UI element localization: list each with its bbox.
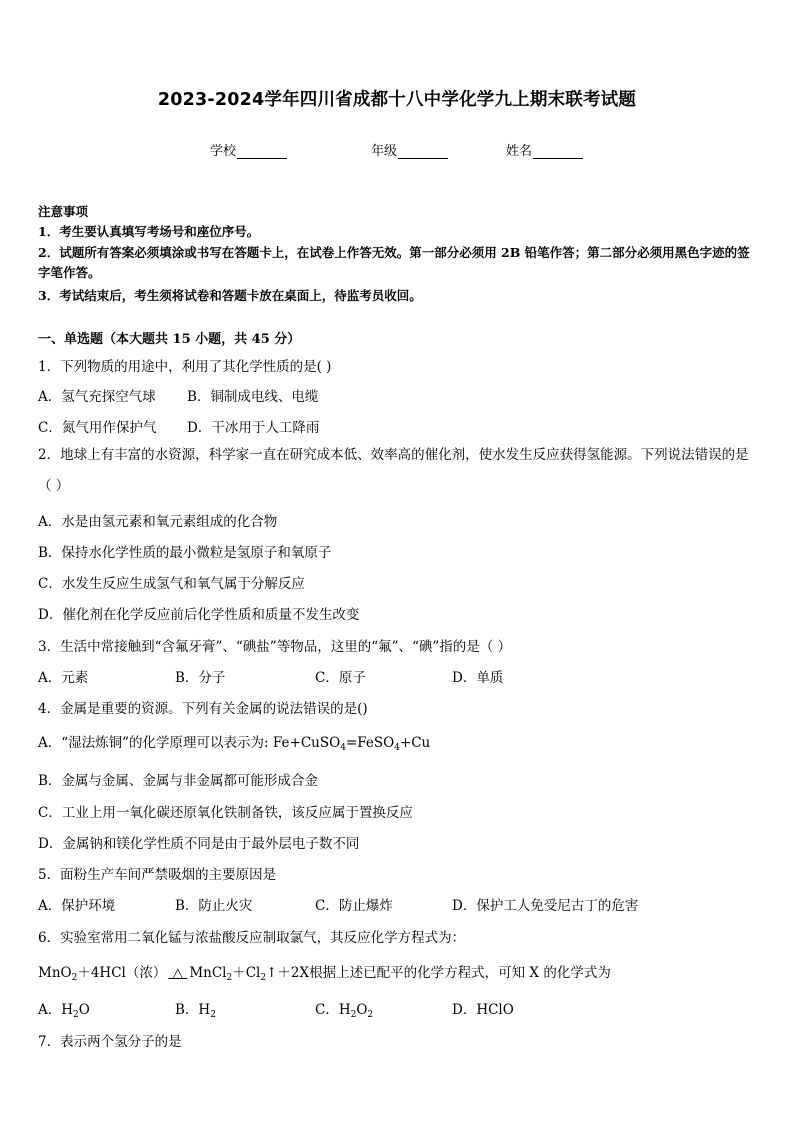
q5-option-b: B．防止火灾 xyxy=(175,898,253,914)
q4-option-b: B．金属与金属、金属与非金属都可能形成合金 xyxy=(38,773,318,789)
q3-option-d: D．单质 xyxy=(452,670,504,686)
notice-item-2: 2．试题所有答案必须填涂或书写在答题卡上，在试卷上作答无效。第一部分必须用 2B 铅笔作答；第二部分必须用黑色字迹的签字笔作答。 xyxy=(38,245,750,280)
name-blank xyxy=(533,146,583,159)
q1-option-d: D．干冰用于人工降雨 xyxy=(187,420,320,436)
q2-option-c: C．水发生反应生成氢气和氧气属于分解反应 xyxy=(38,576,305,592)
q6-option-d: D．HClO xyxy=(452,1002,514,1018)
heat-triangle-icon: △ xyxy=(168,965,188,981)
q4-option-a-text: A．“湿法炼铜”的化学原理可以表示为: xyxy=(38,735,269,751)
page-title: 2023-2024学年四川省成都十八中学化学九上期末联考试题 xyxy=(157,90,637,110)
q2-option-b: B．保持水化学性质的最小微粒是氢原子和氧原子 xyxy=(38,545,332,561)
notice-item-3: 3．考试结束后，考生须将试卷和答题卡放在桌面上，待监考员收回。 xyxy=(38,288,422,303)
q6-equation-tail: 根据上述已配平的化学方程式，可知 X 的化学式为 xyxy=(309,965,611,981)
q1-option-c: C．氮气用作保护气 xyxy=(38,420,157,436)
school-field xyxy=(210,140,287,159)
grade-label: 年级 xyxy=(371,144,398,159)
grade-field xyxy=(371,140,448,159)
q2-option-d: D．催化剂在化学反应前后化学性质和质量不发生改变 xyxy=(38,607,360,623)
q1-stem: 1．下列物质的用途中，利用了其化学性质的是( ) xyxy=(38,359,332,375)
q5-option-c: C．防止爆炸 xyxy=(315,898,393,914)
q1-option-b: B．铜制成电线、电缆 xyxy=(187,389,319,405)
q2-option-a: A．水是由氢元素和氧元素组成的化合物 xyxy=(38,514,278,530)
q4-option-a xyxy=(38,731,430,753)
q4-option-a-equation: Fe+CuSO$_4$=FeSO$_4$+Cu xyxy=(272,735,431,753)
notice-item-1: 1．考生要认真填写考场号和座位序号。 xyxy=(38,224,260,239)
q5-option-a: A．保护环境 xyxy=(38,898,116,914)
q2-stem: 2．地球上有丰富的水资源，科学家一直在研究成本低、效率高的催化剂，使水发生反应获得氢能源。下列说法错误的是（ ） xyxy=(38,447,749,494)
q6-equation-line xyxy=(38,961,611,983)
q6-option-a: A．$H_2O$ xyxy=(38,1002,90,1020)
q6-option-b: B．$H_2$ xyxy=(175,1002,216,1020)
q6-equation: MnO$_2$＋4HCl（浓） △ $MnCl_2+Cl_2↑+2X$ xyxy=(38,965,310,983)
q7-stem: 7．表示两个氢分子的是 xyxy=(38,1034,182,1050)
school-blank xyxy=(237,146,287,159)
name-field xyxy=(506,140,583,159)
q4-option-d: D．金属钠和镁化学性质不同是由于最外层电子数不同 xyxy=(38,836,360,852)
q4-option-c: C．工业上用一氧化碳还原氧化铁制备铁，该反应属于置换反应 xyxy=(38,805,413,821)
q3-option-c: C．原子 xyxy=(315,670,366,686)
section-heading: 一、单选题（本大题共 15 小题，共 45 分） xyxy=(38,332,301,347)
q6-stem: 6．实验室常用二氧化锰与浓盐酸反应制取氯气，其反应化学方程式为： xyxy=(38,930,466,946)
q1-option-a: A．氢气充探空气球 xyxy=(38,389,156,405)
notice-heading: 注意事项 xyxy=(38,204,89,219)
name-label: 姓名 xyxy=(506,144,533,159)
q5-option-d: D．保护工人免受尼古丁的危害 xyxy=(452,898,639,914)
school-label: 学校 xyxy=(210,144,237,159)
grade-blank xyxy=(398,146,448,159)
q6-option-c: C．$H_2O_2$ xyxy=(315,1002,374,1020)
q5-stem: 5．面粉生产车间严禁吸烟的主要原因是 xyxy=(38,867,277,883)
q4-stem: 4．金属是重要的资源。下列有关金属的说法错误的是() xyxy=(38,701,368,717)
q3-option-a: A．元素 xyxy=(38,670,89,686)
q3-option-b: B．分子 xyxy=(175,670,226,686)
q3-stem: 3．生活中常接触到“含氟牙膏”、“碘盐”等物品，这里的“氟”、“碘”指的是（ ） xyxy=(38,639,512,655)
